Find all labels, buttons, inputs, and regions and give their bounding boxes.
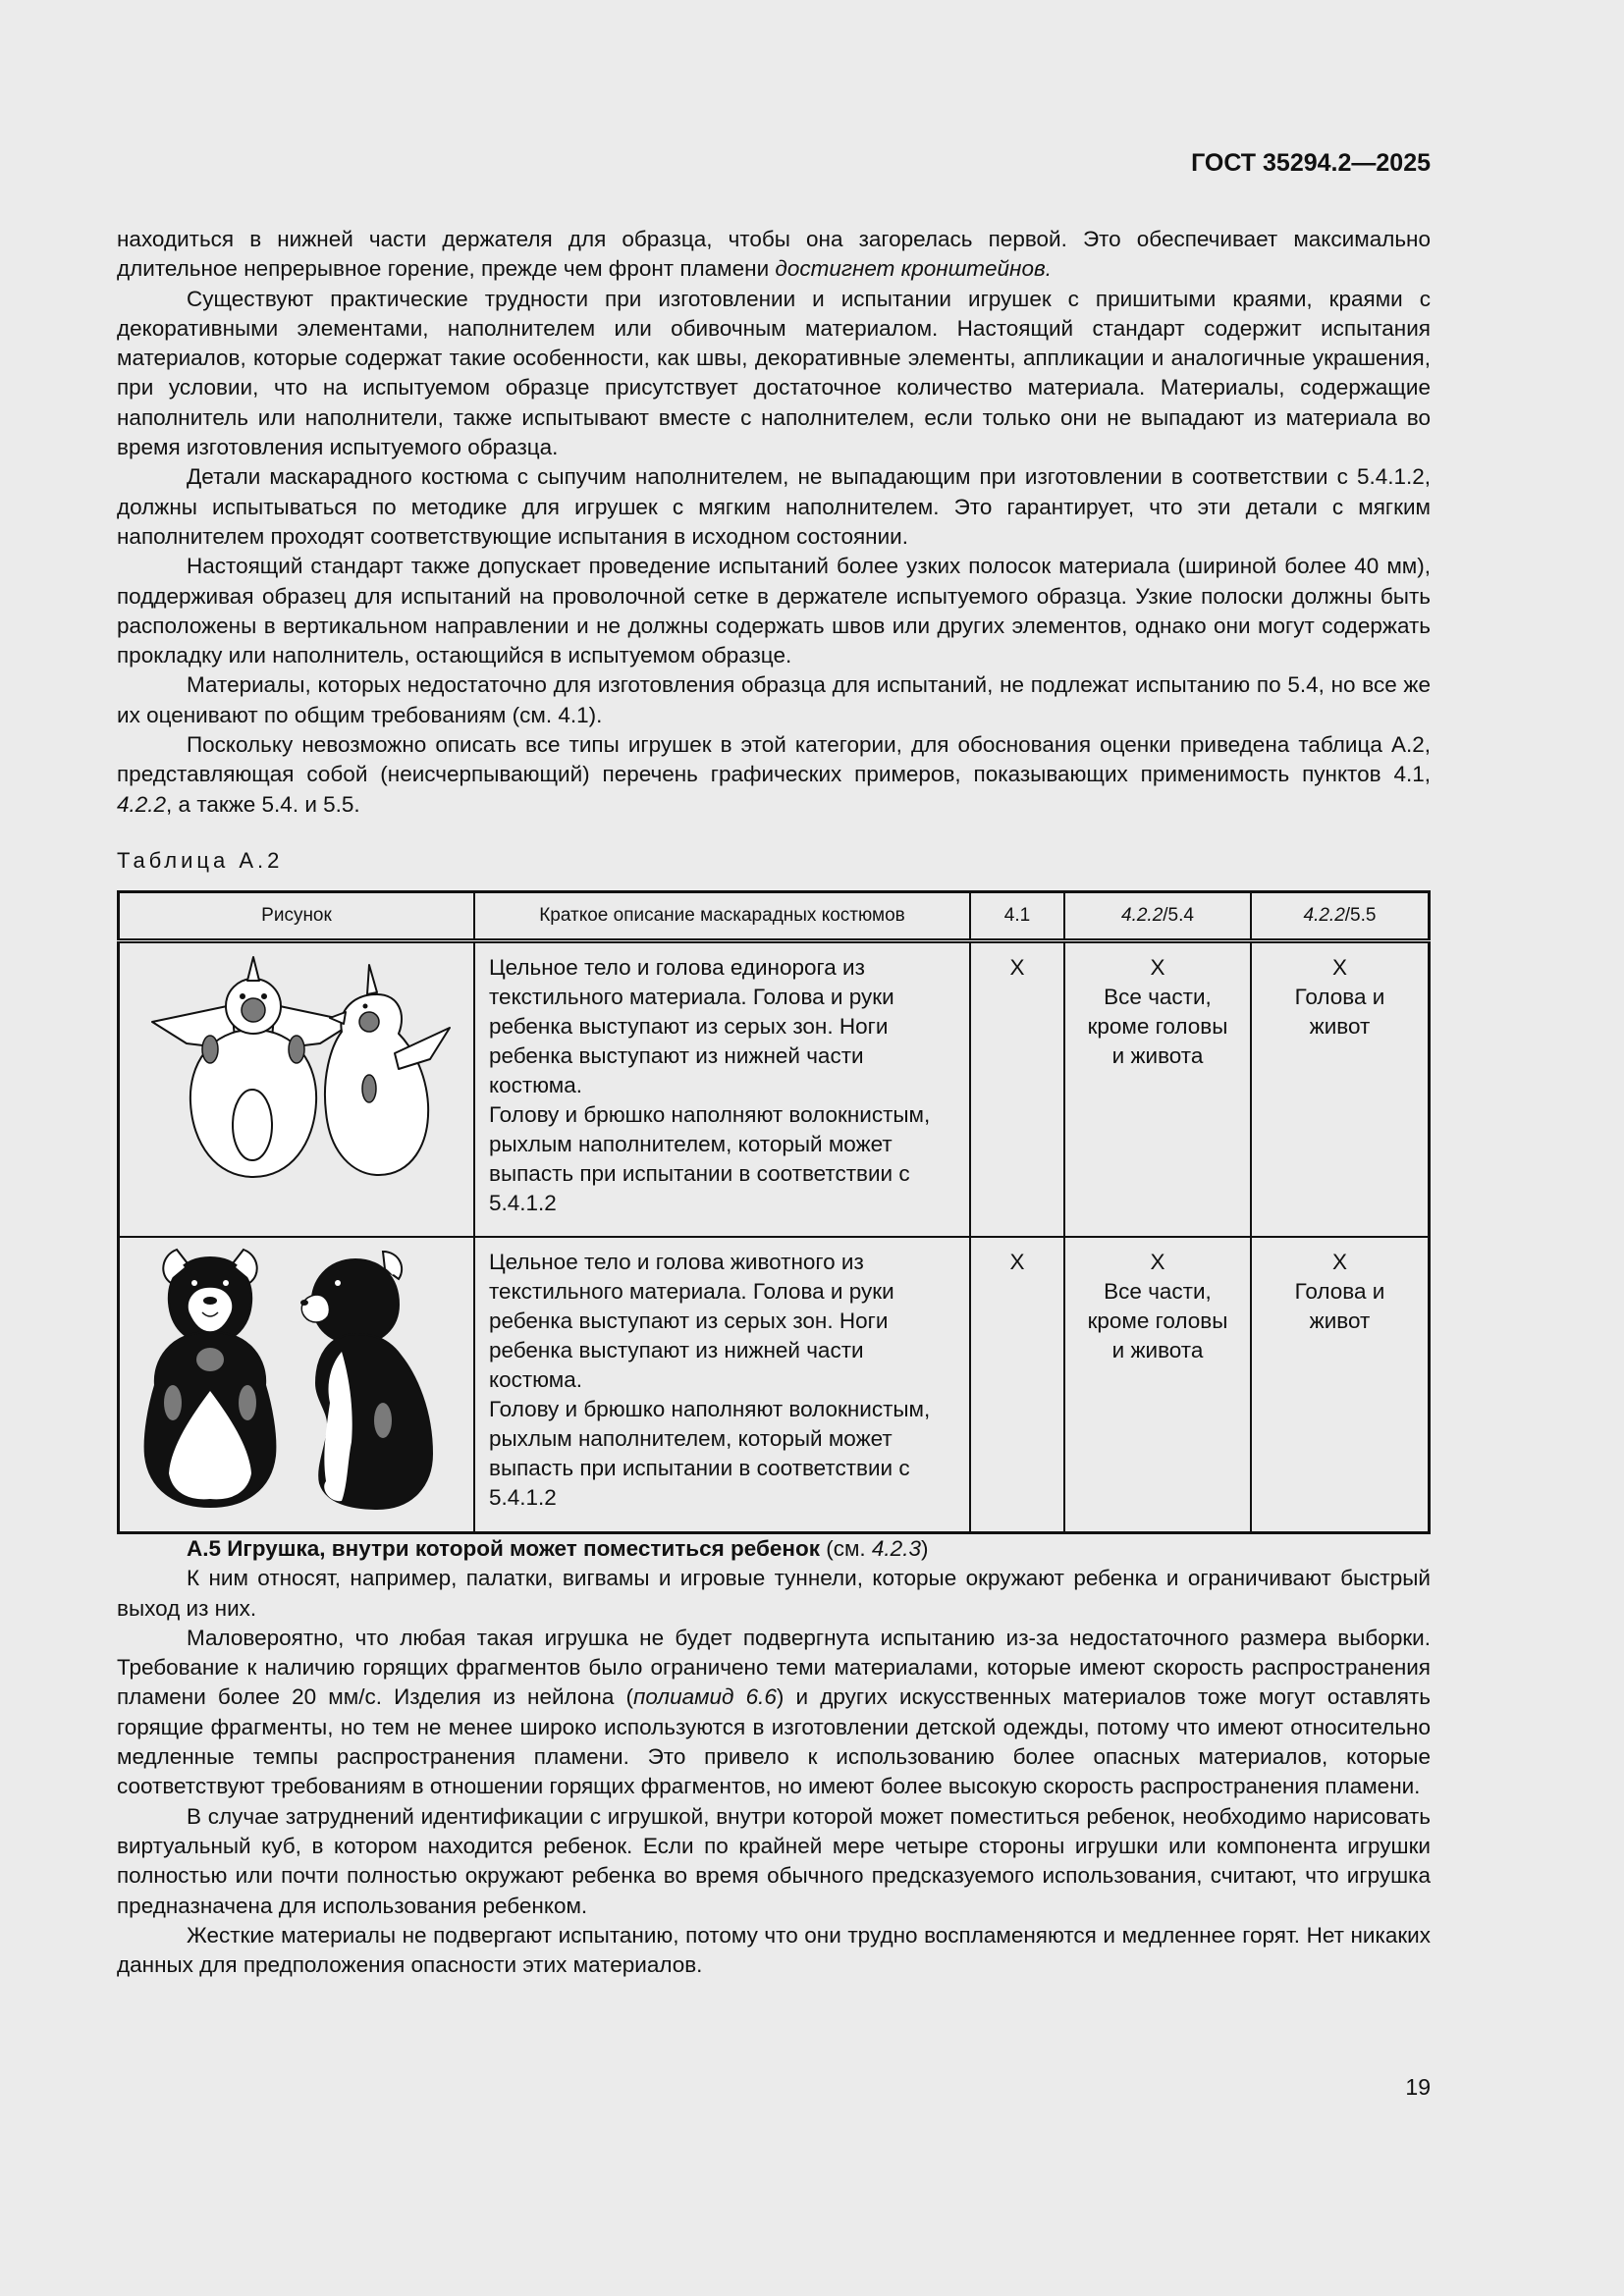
clause-5-5-cell — [1251, 1237, 1430, 1533]
text-run: , а также 5.4. и 5.5. — [166, 791, 360, 817]
applicability-note: Голова и живот — [1294, 985, 1385, 1039]
description-text: Голову и брюшко наполняют волокнистым, рыхлым наполнителем, который может выпасть при испытании в соответствии с 5.4.1.2 — [489, 1102, 931, 1215]
table-row — [119, 941, 1430, 1238]
section-a5 — [117, 1534, 1431, 1980]
applicability-note: Все части, кроме головы и живота — [1087, 985, 1228, 1068]
header-description: Краткое описание маскарадных костюмов — [474, 892, 970, 941]
applicability-mark: Х — [1331, 955, 1347, 980]
description-text: Цельное тело и голова животного из текстильного материала. Голова и руки ребенка выступают из серых зон. Ноги ребенка выступают из нижней части костюма. — [489, 1250, 894, 1392]
costume-table — [117, 890, 1431, 1534]
italic-text-run: 4.2.2 — [117, 791, 167, 817]
paragraph: К ним относят, например, палатки, вигвамы и игровые туннели, которые окружают ребенка и ограничивают быстрый выход из них. — [117, 1566, 1431, 1621]
description-text: Цельное тело и голова единорога из текстильного материала. Голова и руки ребенка выступают из серых зон. Ноги ребенка выступают из нижней части костюма. — [489, 955, 894, 1097]
description-text: Голову и брюшко наполняют волокнистым, рыхлым наполнителем, который может выпасть при испытании в соответствии с 5.4.1.2 — [489, 1397, 931, 1510]
italic-text-run: достигнет кронштейнов. — [775, 256, 1052, 282]
page-number: 19 — [1405, 2074, 1431, 2100]
paragraph: Материалы, которых недостаточно для изготовления образца для испытаний, не подлежат испытанию по 5.4, но все же их оценивают по общим требованиям (см. 4.1). — [117, 672, 1431, 727]
applicability-note: Голова и живот — [1294, 1279, 1385, 1333]
paragraph: В случае затруднений идентификации с игрушкой, внутри которой может поместиться ребенок, необходимо нарисовать виртуальный куб, в котором находится ребенок. Если по крайней мере четыре стороны игрушки или компонента игрушки полностью или почти полностью окружают ребенка во время обычного предсказуемого использования, считают, что игрушка предназначена для использования ребенком. — [117, 1803, 1431, 1918]
header-clause-5-4 — [1064, 892, 1251, 941]
clause-4-1-cell: Х — [970, 1237, 1064, 1533]
unicorn-costume-figure — [120, 943, 473, 1225]
description-cell — [474, 941, 970, 1238]
section-title — [117, 1534, 1431, 1564]
table-row — [119, 1237, 1430, 1533]
text-run: ) — [920, 1536, 929, 1561]
clause-4-1-cell: Х — [970, 941, 1064, 1238]
text-run: ) и других искусственных материалов тоже могут оставлять горящие фрагменты, но тем не менее широко используются в изготовлении детской одежды, потому что имеют относительно медленные темпы распространения пламени. Это привело к использованию более опасных материалов, которые соответствуют требованиям в отношении горящих фрагментов, но имеют более высокую скорость распространения пламени. — [117, 1684, 1431, 1799]
text-run: Поскольку невозможно описать все типы игрушек в этой категории, для обоснования оценки приведена таблица А.2, представляющая собой (неисчерпывающий) перечень графических примеров, показывающих применимость пунктов 4.1, — [117, 732, 1431, 787]
paragraph: Детали маскарадного костюма с сыпучим наполнителем, не выпадающим при изготовлении в соответствии с 5.4.1.2, должны испытываться по методике для игрушек с мягким наполнителем. Это гарантирует, что эти детали с мягким наполнителем проходят соответствующие испытания в исходном состоянии. — [117, 464, 1431, 549]
clause-5-4-cell — [1064, 941, 1251, 1238]
applicability-mark: Х — [1331, 1250, 1347, 1274]
document-id-header: ГОСТ 35294.2—2025 — [1191, 149, 1431, 177]
applicability-mark: Х — [1150, 1250, 1165, 1274]
text-run: /5.4 — [1163, 905, 1194, 926]
table-header-row — [119, 892, 1430, 941]
figure-cell — [119, 1237, 475, 1533]
text-run: находиться в нижней части держателя для образца, чтобы она загорелась первой. Это обеспечивает максимально длительное непрерывное горение, прежде чем фронт пламени — [117, 227, 1431, 282]
header-clause-4-1: 4.1 — [970, 892, 1064, 941]
paragraph — [117, 1624, 1431, 1802]
text-run: /5.5 — [1344, 905, 1377, 926]
header-figure: Рисунок — [119, 892, 475, 941]
italic-text-run: полиамид 6.6 — [633, 1684, 777, 1710]
text-run: (см. — [819, 1536, 872, 1561]
applicability-mark: Х — [1150, 955, 1165, 980]
paragraph: Настоящий стандарт также допускает проведение испытаний более узких полосок материала (шириной более 40 мм), поддерживая образец для испытаний на проволочной сетке в держателе испытуемого образца. Узкие полоски должны быть расположены в вертикальном направлении и не должны содержать швов или других элементов, однако они могут содержать прокладку или наполнитель, остающийся в испытуемом образце. — [117, 554, 1431, 668]
paragraph: Существуют практические трудности при изготовлении и испытании игрушек с пришитыми краями, краями с декоративными элементами, наполнителем или обивочным материалом. Настоящий стандарт содержит испытания материалов, которые содержат такие особенности, как швы, декоративные элементы, аппликации и аналогичные украшения, при условии, что на испытуемом образце присутствует достаточное количество материала. Материалы, содержащие наполнитель или наполнители, также испытывают вместе с наполнителем, если только они не выпадают из материала во время изготовления испытуемого образца. — [117, 286, 1431, 460]
description-cell — [474, 1237, 970, 1533]
applicability-note: Все части, кроме головы и живота — [1087, 1279, 1228, 1362]
section-heading: А.5 Игрушка, внутри которой может поместиться ребенок — [187, 1536, 820, 1561]
paragraph: Жесткие материалы не подвергают испытанию, потому что они трудно воспламеняются и медленнее горят. Нет никаких данных для предположения опасности этих материалов. — [117, 1922, 1431, 1978]
header-clause-5-5 — [1251, 892, 1430, 941]
paragraph — [117, 225, 1431, 285]
bear-costume-figure — [120, 1238, 473, 1521]
italic-text-run: 4.2.2 — [1121, 905, 1164, 926]
paragraph — [117, 730, 1431, 820]
figure-cell — [119, 941, 475, 1238]
text-run: Маловероятно, что любая такая игрушка не будет подвергнута испытанию из-за недостаточного размера выборки. Требование к наличию горящих фрагментов было ограничено теми материалами, которые имеют скорость распространения пламени более 20 мм/с. Изделия из нейлона ( — [117, 1625, 1431, 1710]
clause-5-5-cell — [1251, 941, 1430, 1238]
italic-text-run: 4.2.3 — [871, 1536, 921, 1561]
table-caption: Таблица А.2 — [117, 848, 284, 873]
italic-text-run: 4.2.2 — [1303, 905, 1345, 926]
clause-5-4-cell — [1064, 1237, 1251, 1533]
intro-text — [117, 225, 1431, 820]
